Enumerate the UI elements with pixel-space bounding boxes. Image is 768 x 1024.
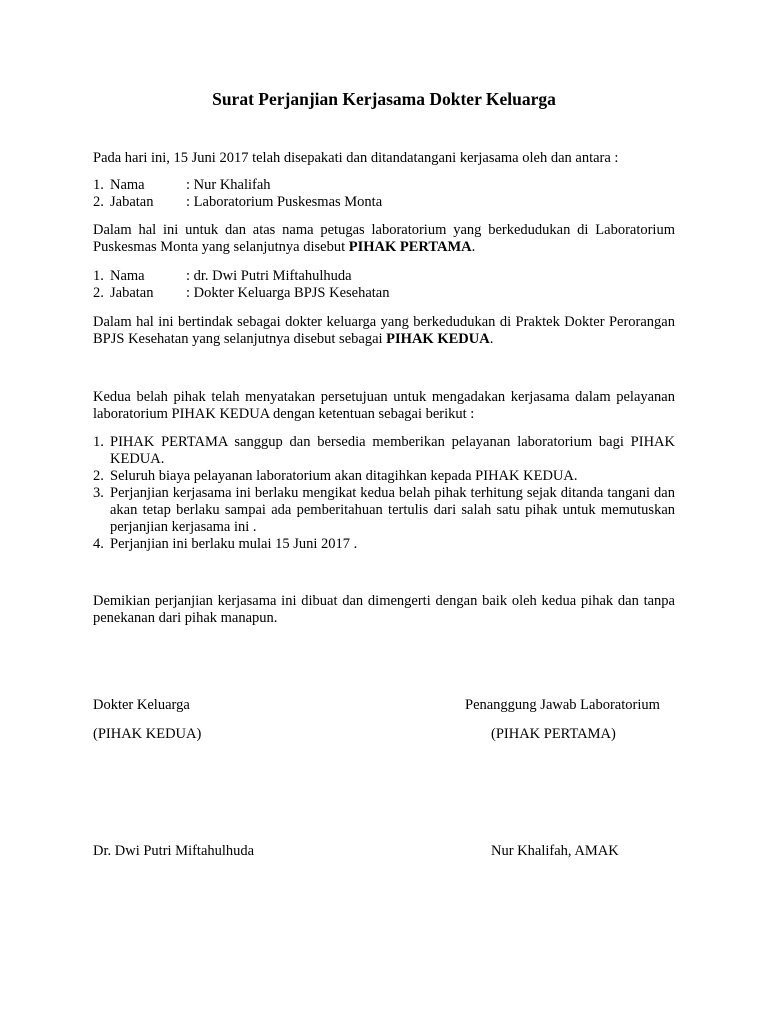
right-signatory-party: (PIHAK PERTAMA) — [491, 726, 616, 742]
row-value: : Nur Khalifah — [186, 177, 271, 193]
term-text: Perjanjian kerjasama ini berlaku mengikat kedua belah pihak terhitung sejak ditanda tangani dan akan tetap berlaku sampai ada pemberitahuan tertulis dari salah satu pihak untuk memutuskan perjanjian kerjasama ini . — [110, 485, 675, 535]
party2-desc-text: Dalam hal ini bertindak sebagai dokter keluarga yang berkedudukan di Praktek Dokter Perorangan BPJS Kesehatan yang selanjutnya disebut sebagai — [93, 314, 675, 347]
party2-fields — [93, 268, 675, 302]
right-signatory-role: Penanggung Jawab Laboratorium — [465, 697, 660, 713]
agreement-intro: Kedua belah pihak telah menyatakan persetujuan untuk mengadakan kerjasama dalam pelayanan laboratorium PIHAK KEDUA dengan ketentuan sebagai berikut : — [93, 389, 675, 422]
term-number: 2. — [93, 468, 104, 484]
party2-desc-bold: PIHAK KEDUA — [386, 331, 490, 347]
term-text: Seluruh biaya pelayanan laboratorium akan ditagihkan kepada PIHAK KEDUA. — [110, 468, 578, 484]
party1-name-row — [93, 177, 675, 194]
row-label: Nama — [110, 177, 145, 193]
row-value: : Dokter Keluarga BPJS Kesehatan — [186, 285, 390, 301]
term-number: 4. — [93, 536, 104, 552]
row-label: Nama — [110, 268, 145, 284]
closing-paragraph: Demikian perjanjian kerjasama ini dibuat dan dimengerti dengan baik oleh kedua pihak dan tanpa penekanan dari pihak manapun. — [93, 593, 675, 626]
term-number: 3. — [93, 485, 104, 501]
term-item — [93, 485, 675, 536]
party2-desc-end: . — [489, 331, 494, 347]
row-number: 2. — [93, 285, 104, 301]
row-number: 1. — [93, 177, 104, 193]
party1-desc-bold: PIHAK PERTAMA — [348, 239, 472, 255]
left-signatory-name: Dr. Dwi Putri Miftahulhuda — [93, 843, 255, 859]
term-text: PIHAK PERTAMA sanggup dan bersedia memberikan pelayanan laboratorium bagi PIHAK KEDUA. — [110, 434, 675, 467]
party2-position-row — [93, 285, 675, 302]
party1-position-row — [93, 194, 675, 211]
left-signatory-role: Dokter Keluarga — [93, 697, 190, 713]
term-number: 1. — [93, 434, 104, 450]
party1-fields — [93, 177, 675, 211]
row-number: 2. — [93, 194, 104, 210]
row-label: Jabatan — [110, 285, 154, 301]
right-signatory-name: Nur Khalifah, AMAK — [491, 843, 619, 859]
term-text: Perjanjian ini berlaku mulai 15 Juni 2017 . — [110, 536, 358, 552]
row-value: : dr. Dwi Putri Miftahulhuda — [186, 268, 352, 284]
party2-name-row — [93, 268, 675, 285]
row-label: Jabatan — [110, 194, 154, 210]
party1-description — [93, 222, 675, 256]
term-item — [93, 536, 675, 553]
left-signatory-party: (PIHAK KEDUA) — [93, 726, 202, 742]
document-title: Surat Perjanjian Kerjasama Dokter Keluarga — [212, 89, 556, 109]
intro-paragraph: Pada hari ini, 15 Juni 2017 telah disepakati dan ditandatangani kerjasama oleh dan antara : — [93, 150, 619, 166]
terms-list — [93, 434, 675, 553]
party1-desc-text: Dalam hal ini untuk dan atas nama petugas laboratorium yang berkedudukan di Laboratorium Puskesmas Monta yang selanjutnya disebut — [93, 222, 675, 255]
term-item — [93, 434, 675, 468]
row-number: 1. — [93, 268, 104, 284]
party1-desc-end: . — [471, 239, 476, 255]
party2-description — [93, 314, 675, 348]
row-value: : Laboratorium Puskesmas Monta — [186, 194, 383, 210]
term-item — [93, 468, 675, 485]
